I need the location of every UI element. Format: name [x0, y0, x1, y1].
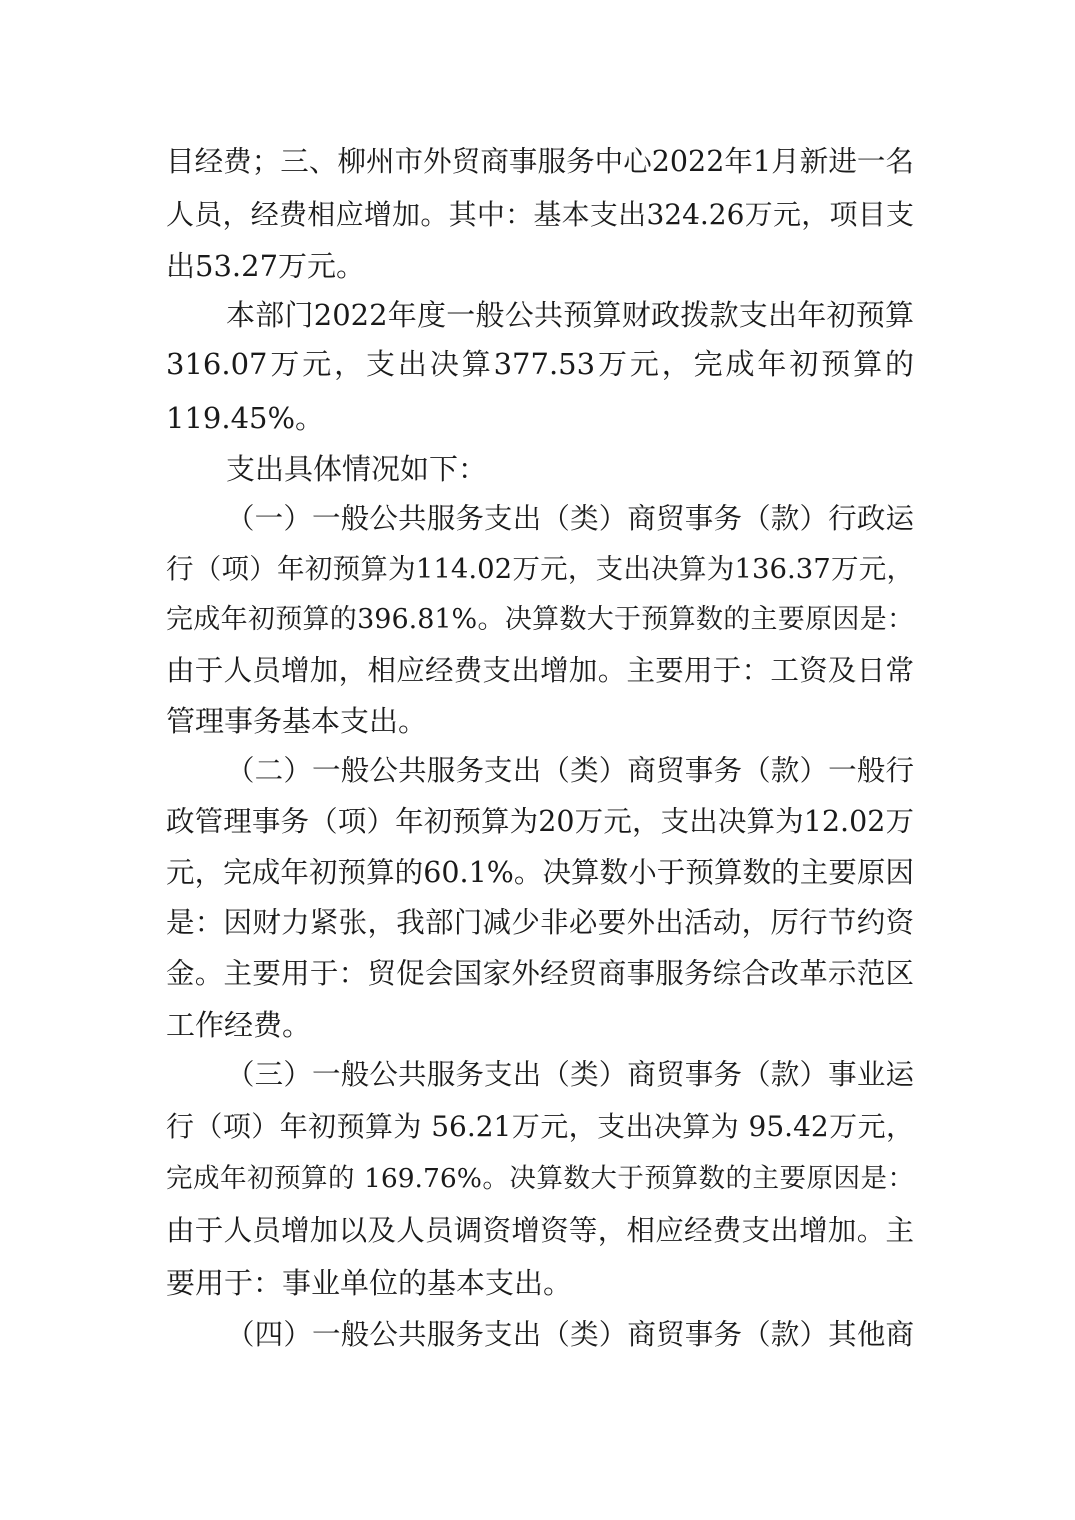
text-line: 工作经费。	[166, 1008, 312, 1042]
text-line: 行（项）年初预算为 56.21万元，支出决算为 95.42万元，	[166, 1110, 914, 1143]
text-line: 金。主要用于：贸促会国家外经贸商事服务综合改革示范区	[166, 957, 914, 990]
text-line: 119.45%。	[166, 401, 325, 435]
text-line: 由于人员增加，相应经费支出增加。主要用于：工资及日常	[166, 654, 914, 687]
text-line: 人员，经费相应增加。其中：基本支出324.26万元，项目支	[166, 198, 914, 231]
text-line: 元，完成年初预算的60.1%。决算数小于预算数的主要原因	[166, 856, 914, 889]
text-line: 要用于：事业单位的基本支出。	[166, 1266, 573, 1300]
text-line: 是：因财力紧张，我部门减少非必要外出活动，厉行节约资	[166, 906, 914, 939]
text-line: 由于人员增加以及人员调资增资等，相应经费支出增加。主	[166, 1214, 914, 1247]
text-line: 完成年初预算的396.81%。决算数大于预算数的主要原因是：	[166, 604, 914, 635]
text-line: 出53.27万元。	[166, 249, 366, 283]
text-line: 目经费；三、柳州市外贸商事服务中心2022年1月新进一名	[166, 145, 914, 178]
text-line: （三）一般公共服务支出（类）商贸事务（款）事业运	[226, 1058, 914, 1091]
text-line: 完成年初预算的 169.76%。决算数大于预算数的主要原因是：	[166, 1163, 914, 1194]
text-line: 行（项）年初预算为114.02万元，支出决算为136.37万元，	[166, 553, 914, 585]
text-line: 本部门2022年度一般公共预算财政拨款支出年初预算	[226, 298, 914, 332]
text-line: 管理事务基本支出。	[166, 704, 428, 738]
text-line: （二）一般公共服务支出（类）商贸事务（款）一般行	[226, 754, 914, 787]
text-line: （四）一般公共服务支出（类）商贸事务（款）其他商	[226, 1318, 914, 1351]
text-line: （一）一般公共服务支出（类）商贸事务（款）行政运	[226, 502, 914, 535]
text-line: 支出具体情况如下：	[226, 452, 488, 486]
text-line: 政管理事务（项）年初预算为20万元，支出决算为12.02万	[166, 805, 914, 838]
text-line: 316.07万元，支出决算377.53万元，完成年初预算的	[166, 347, 914, 381]
